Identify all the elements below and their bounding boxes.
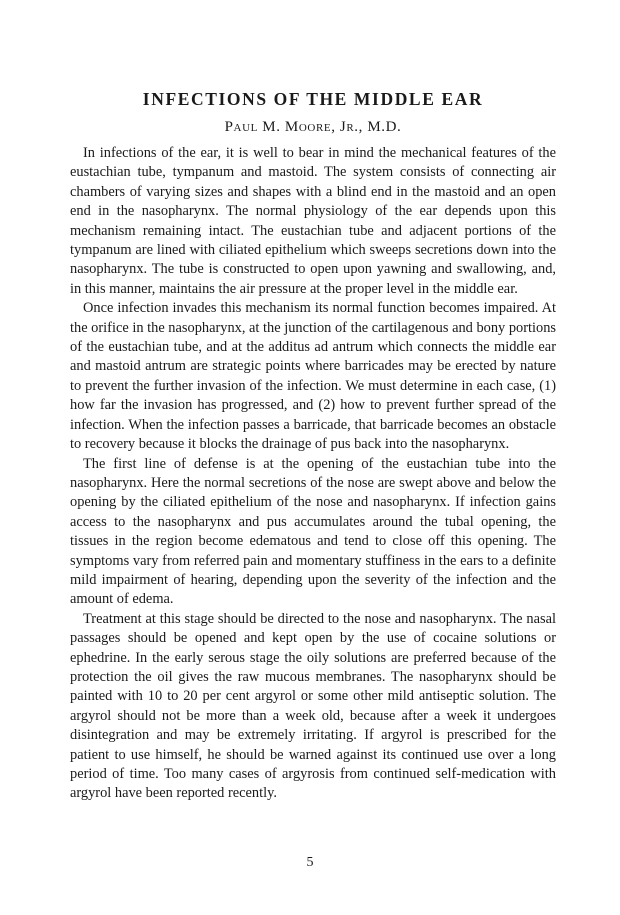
paragraph: Once infection invades this mechanism its normal function becomes impaired. At the orifice in the nasopharynx, at the junction of the cartilagenous and bony portions of the eustachian tube, and at the additus ad antrum which connects the middle ear and mastoid antrum are strategic points where barricades may be erected by nature to prevent the further invasion of the infection. We must determine in each case, (1) how far the invasion has progressed, and (2) how to prevent further spread of the infection. When the infection passes a barricade, that barricade becomes an obstacle to recovery because it blocks the drainage of pus back into the nasopharynx. [70, 300, 556, 453]
article [70, 84, 556, 804]
article-title: INFECTIONS OF THE MIDDLE EAR [142, 89, 484, 109]
article-author: Paul M. Moore, Jr., M.D. [224, 119, 402, 135]
page-number: 5 [306, 855, 314, 870]
paragraph: In infections of the ear, it is well to bear in mind the mechanical features of the eustachian tube, tympanum and mastoid. The system consists of connecting air chambers of varying sizes and shapes with a blind end in the mastoid and an open end in the nasopharynx. The normal physiology of the ear depends upon this mechanism remaining intact. The eustachian tube and adjacent portions of the tympanum are lined with ciliated epithelium which sweeps secretions down into the nasopharynx. The tube is constructed to open upon yawning and swallowing, and, in this manner, maintains the air pressure at the proper level in the middle ear. [70, 145, 556, 297]
paragraph: Treatment at this stage should be directed to the nose and nasopharynx. The nasal passages should be opened and kept open by the use of cocaine solutions or ephedrine. In the early serous stage the oily solutions are preferred because of the protection the oil gives the raw mucous membranes. The nasopharynx should be painted with 10 to 20 per cent argyrol or some other mild antiseptic solution. The argyrol should not be more than a week old, because after a week it undergoes disintegration and may be extremely irritating. If argyrol is prescribed for the patient to use himself, he should be warned against its continued use over a long period of time. Too many cases of argyrosis from continued self-medication with argyrol have been reported recently. [70, 610, 556, 802]
paragraph: The first line of defense is at the opening of the eustachian tube into the nasopharynx. Here the normal secretions of the nose are swept above and below the opening by the ciliated epithelium of the nose and nasopharynx. If infection gains access to the nasopharynx and pus accumulates around the tubal opening, the tissues in the region become edematous and tend to close off this opening. The symptoms vary from referred pain and momentary stuffiness in the ears to a definite mild impairment of hearing, depending upon the severity of the infection and the amount of edema. [70, 455, 556, 608]
